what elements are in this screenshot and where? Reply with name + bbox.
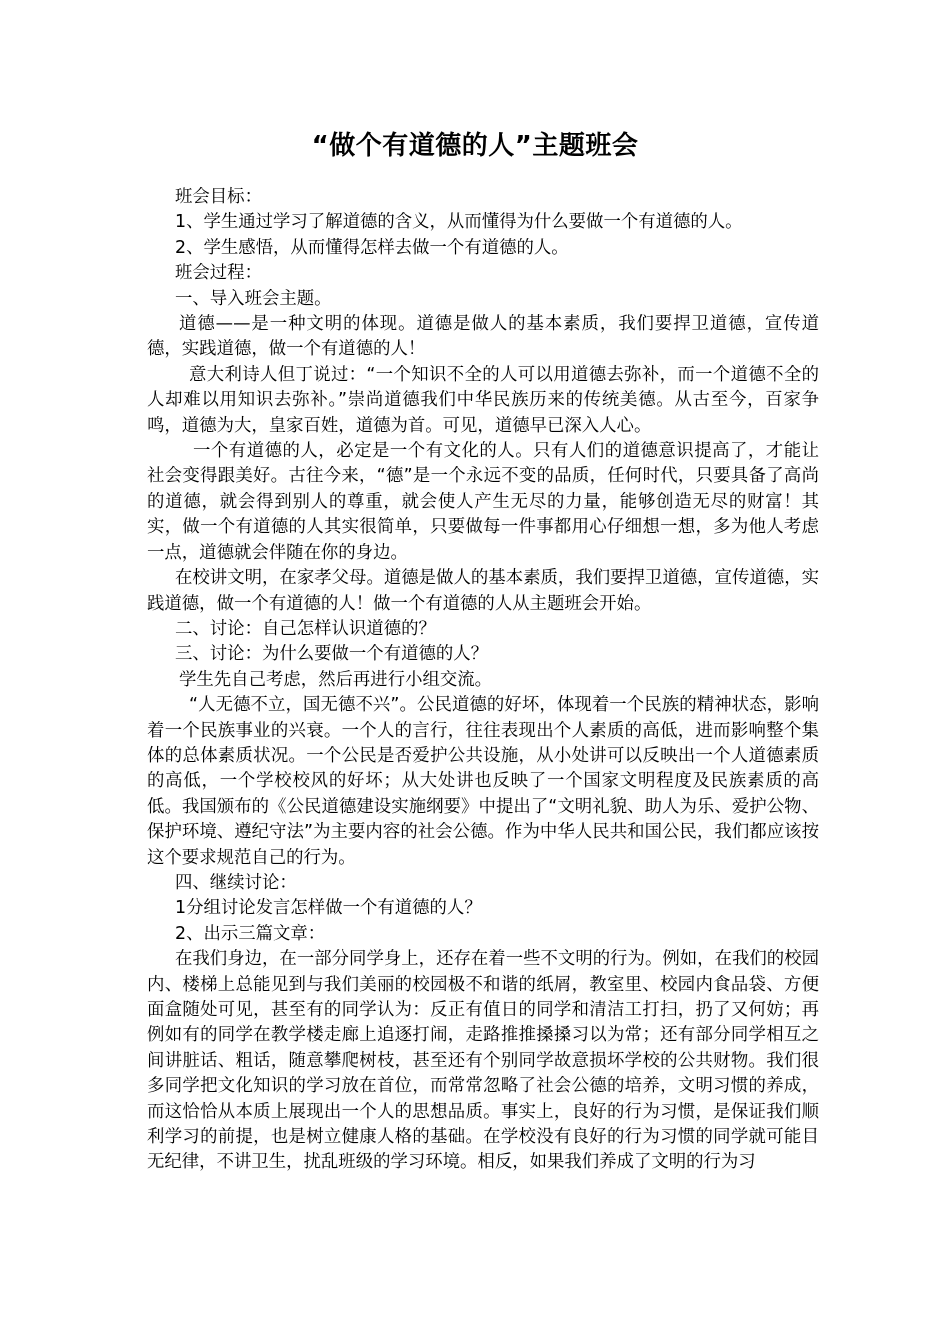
paragraph: 班会过程： (175, 263, 262, 284)
document-title: “做个有道德的人”主题班会 (311, 131, 639, 161)
paragraph: 2、学生感悟，从而懂得怎样去做一个有道德的人。 (175, 237, 569, 258)
paragraph: 四、继续讨论： (175, 872, 297, 893)
paragraph: 在校讲文明，在家孝父母。道德是做人的基本素质，我们要捍卫道德，宣传道德，实践道德，做一个有道德的人！做一个有道德的人从主题班会开始。 (147, 568, 819, 614)
paragraph: 1、学生通过学习了解道德的含义，从而懂得为什么要做一个有道德的人。 (175, 212, 743, 233)
paragraph: 二、讨论：自己怎样认识道德的？ (175, 618, 436, 639)
paragraph: 班会目标： (175, 187, 262, 207)
paragraph: 2、出示三篇文章： (175, 923, 326, 944)
paragraph: 在我们身边，在一部分同学身上，还存在着一些不文明的行为。例如，在我们的校园内、楼梯上总能见到与我们美丽的校园极不和谐的纸屑，教室里、校园内食品袋、方便面盒随处可见，甚至有的同学认为：反正有值日的同学和清洁工打扫，扔了又何妨；再例如有的同学在教学楼走廊上追逐打闹，走路推推搡搡习以为常；还有部分同学相互之间讲脏话、粗话，随意攀爬树枝，甚至还有个别同学故意损坏学校的公共财物。我们很多同学把文化知识的学习放在首位，而常常忽略了社会公德的培养，文明习惯的养成，而这恰恰从本质上展现出一个人的思想品质。事实上，良好的行为习惯，是保证我们顺利学习的前提，也是树立健康人格的基础。在学校没有良好的行为习惯的同学就可能目无纪律，不讲卫生，扰乱班级的学习环境。相反，如果我们养成了文明的行为习 (147, 949, 819, 1173)
paragraph: 一个有道德的人，必定是一个有文化的人。只有人们的道德意识提高了，才能让社会变得跟美好。古往今来，“德”是一个永远不变的品质，任何时代，只要具备了高尚的道德，就会得到别人的尊重，就会使人产生无尽的力量，能够创造无尽的财富！其实，做一个有道德的人其实很简单，只要做每一件事都用心仔细想一想，多为他人考虑一点，道德就会伴随在你的身边。 (147, 441, 819, 563)
paragraph: 道德——是一种文明的体现。道德是做人的基本素质，我们要捍卫道德，宣传道德，实践道德，做一个有道德的人！ (147, 314, 819, 360)
paragraph: 1分组讨论发言怎样做一个有道德的人？ (175, 898, 482, 919)
paragraph: “人无德不立，国无德不兴”。公民道德的好坏，体现着一个民族的精神状态，影响着一个民族事业的兴衰。一个人的言行，往往表现出个人素质的高低，进而影响整个集体的总体素质状况。一个公民是否爱护公共设施，从小处讲可以反映出一个人道德素质的高低，一个学校校风的好坏；从大处讲也反映了一个国家文明程度及民族素质的高低。我国颁布的《公民道德建设实施纲要》中提出了“文明礼貌、助人为乐、爱护公物、保护环境、遵纪守法”为主要内容的社会公德。作为中华人民共和国公民，我们都应该按这个要求规范自己的行为。 (147, 695, 819, 868)
paragraph: 一、导入班会主题。 (175, 288, 332, 309)
paragraph: 意大利诗人但丁说过：“一个知识不全的人可以用道德去弥补，而一个道德不全的人却难以用知识去弥补。”崇尚道德我们中华民族历来的传统美德。从古至今，百家争鸣，道德为大，皇家百姓，道德为首。可见，道德早已深入人心。 (147, 364, 819, 436)
paragraph: 学生先自己考虑，然后再进行小组交流。 (179, 669, 493, 690)
document-body (147, 185, 819, 1176)
paragraph: 三、讨论：为什么要做一个有道德的人？ (175, 644, 489, 665)
